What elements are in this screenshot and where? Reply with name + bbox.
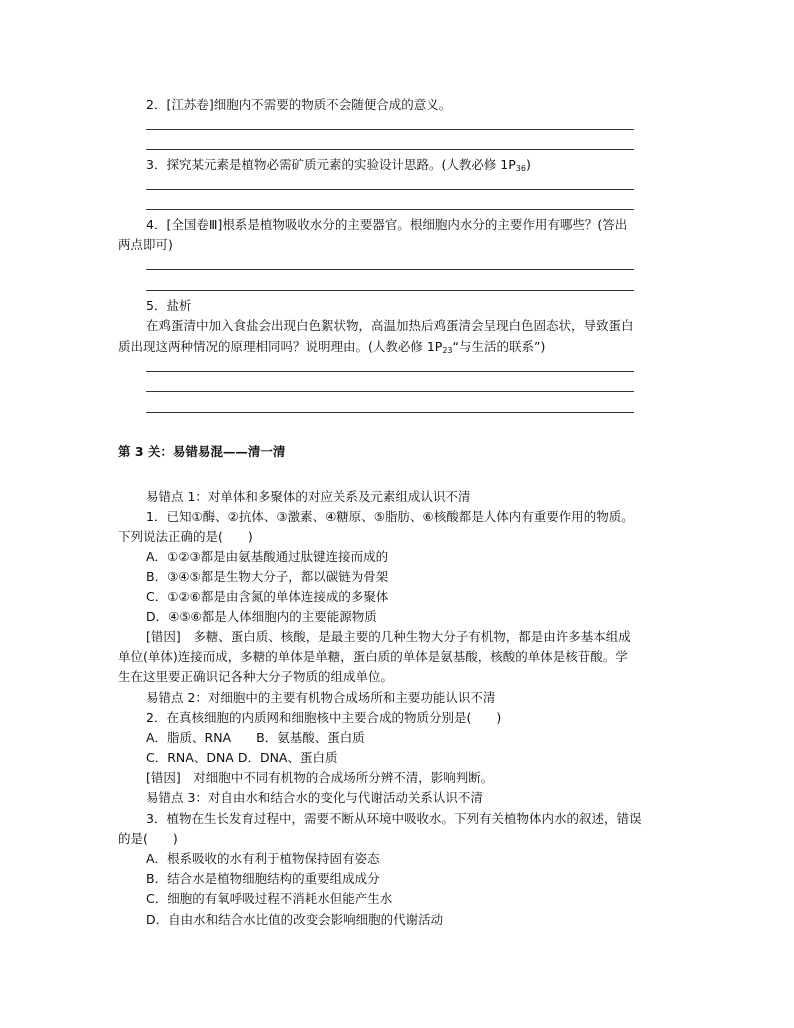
option-c: C．①②⑥都是由含氮的单体连接成的多聚体: [146, 589, 389, 604]
error-point-3-question-line1: 3．植物在生长发育过程中，需要不断从环境中吸收水。下列有关植物体内水的叙述，错误: [146, 811, 642, 826]
option-d: D．④⑤⑥都是人体细胞内的主要能源物质: [146, 609, 377, 624]
question-3-tail: ): [525, 157, 531, 172]
question-5-line2-tail: “与生活的联系”): [452, 339, 546, 354]
answer-line: [146, 209, 634, 210]
question-2-text: 2．[江苏卷]细胞内不需要的物质不会随便合成的意义。: [146, 97, 452, 112]
question-3-main: 3．探究某元素是植物必需矿质元素的实验设计思路。(人教必修 1P: [146, 157, 516, 172]
question-3-text: [146, 156, 531, 178]
error-point-1-title: 易错点 1：对单体和多聚体的对应关系及元素组成认识不清: [146, 489, 471, 504]
error-cause-line3: 生在这里要正确识记各种大分子物质的组成单位。: [118, 669, 394, 684]
answer-line: [146, 189, 634, 190]
question-4-line2: 两点即可): [118, 237, 173, 252]
options-line-2: C．RNA、DNA D．DNA、蛋白质: [146, 750, 338, 765]
option-b: B．结合水是植物细胞结构的重要组成成分: [146, 871, 380, 886]
error-point-1-question-line2: 下列说法正确的是( ): [118, 529, 253, 544]
error-point-3-title: 易错点 3：对自由水和结合水的变化与代谢活动关系认识不清: [146, 790, 483, 805]
error-cause-line2: 单位(单体)连接而成，多糖的单体是单糖，蛋白质的单体是氨基酸，核酸的单体是核苷酸。学: [118, 649, 628, 664]
error-point-2-question: 2．在真核细胞的内质网和细胞核中主要合成的物质分别是( ): [146, 710, 502, 725]
answer-line: [146, 269, 634, 270]
error-point-1-question-line1: 1．已知①酶、②抗体、③激素、④糖原、⑤脂肪、⑥核酸都是人体内有重要作用的物质。: [146, 509, 634, 524]
answer-line: [146, 391, 634, 392]
option-d: D．自由水和结合水比值的改变会影响细胞的代谢活动: [146, 912, 444, 927]
section-heading: 第 3 关：易错易混——清一清: [118, 444, 286, 459]
option-b: B．③④⑤都是生物大分子，都以碳链为骨架: [146, 569, 389, 584]
error-cause: [错因] 对细胞中不同有机物的合成场所分辨不清，影响判断。: [146, 770, 494, 785]
error-cause-line1: [错因] 多糖、蛋白质、核酸，是最主要的几种生物大分子有机物，都是由许多基本组成: [146, 629, 631, 644]
page-ref-subscript: 36: [515, 164, 526, 173]
question-4-line1: 4．[全国卷Ⅲ]根系是植物吸收水分的主要器官。根细胞内水分的主要作用有哪些？(答出: [146, 217, 628, 232]
answer-line: [146, 371, 634, 372]
options-line-1: A．脂质、RNA B．氨基酸、蛋白质: [146, 730, 365, 745]
answer-line: [146, 290, 634, 291]
answer-line: [146, 129, 634, 130]
error-point-2-title: 易错点 2：对细胞中的主要有机物合成场所和主要功能认识不清: [146, 690, 496, 705]
answer-line: [146, 412, 634, 413]
error-point-3-question-line2: 的是( ): [118, 831, 178, 846]
question-5-line2: [118, 338, 545, 360]
option-c: C．细胞的有氧呼吸过程不消耗水但能产生水: [146, 891, 393, 906]
answer-line: [146, 149, 634, 150]
option-a: A．根系吸收的水有利于植物保持固有姿态: [146, 851, 380, 866]
page-ref-subscript: 23: [442, 346, 453, 355]
option-a: A．①②③都是由氨基酸通过肽键连接而成的: [146, 549, 389, 564]
question-5-line1: 在鸡蛋清中加入食盐会出现白色絮状物，高温加热后鸡蛋清会呈现白色固态状，导致蛋白: [146, 318, 634, 333]
question-5-title: 5．盐析: [146, 298, 192, 313]
question-5-line2-main: 质出现这两种情况的原理相同吗？说明理由。(人教必修 1P: [118, 339, 443, 354]
